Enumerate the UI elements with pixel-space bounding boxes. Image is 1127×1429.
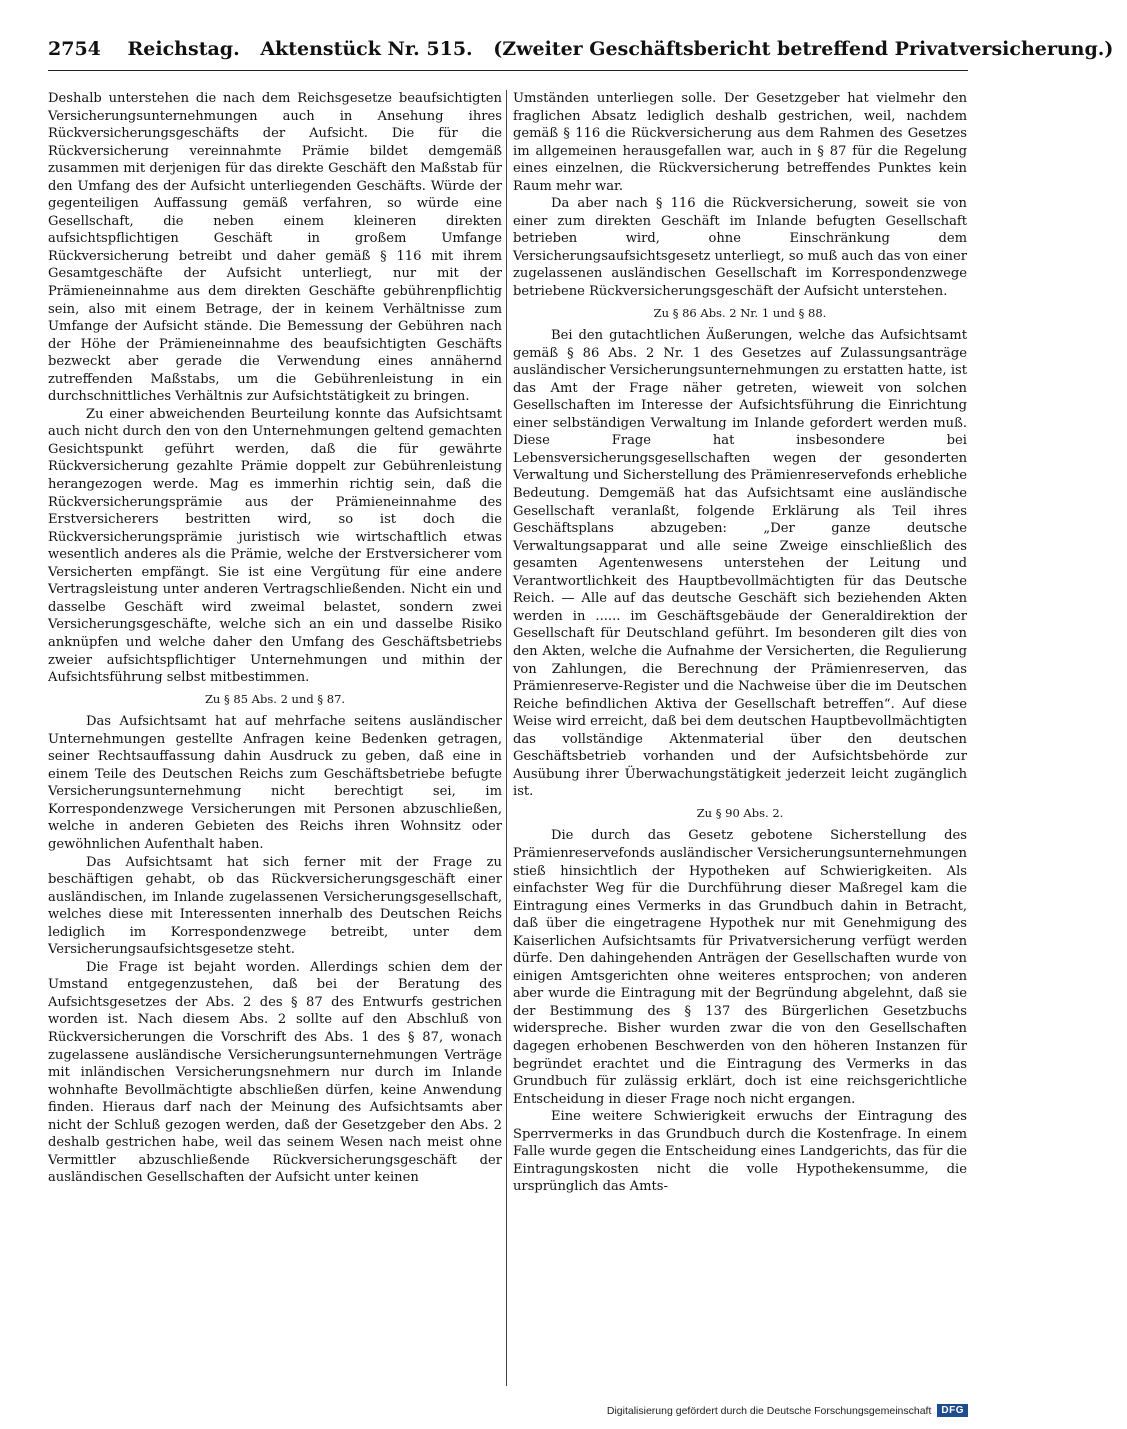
document-title: (Zweiter Geschäftsbericht betreffend Privatversicherung.) bbox=[493, 38, 1114, 60]
header-rule bbox=[48, 70, 968, 71]
section-heading: Zu § 85 Abs. 2 und § 87. bbox=[204, 691, 346, 706]
paragraph: Die Frage ist bejaht worden. Allerdings schien dem der Umstand entgegenzustehen, daß bei der Beratung des Aufsichtsgesetzes der Abs. 2 des § 87 des Entwurfs gestrichen worden ist. Nach diesem Abs. 2 sollte auf den Abschluß von Rückversicherungen die Vorschrift des Abs. 1 des § 87, wonach zugelassene ausländische Versicherungsunternehmungen Verträge mit inländischen Versicherungsnehmern nur durch im Inlande wohnhafte Bevollmächtigte abschließen dürfen, keine Anwendung finden. Hieraus darf nach der Meinung des Aufsichtsamts aber nicht der Schluß gezogen werden, daß der Gesetzgeber den Abs. 2 deshalb gestrichen habe, weil das seinem Wesen nach meist ohne Vermittler abzuschließende Rückversicherungsgeschäft der ausländischen Gesellschaften der Aufsicht unter keinen bbox=[48, 959, 502, 1186]
dfg-logo: DFG bbox=[937, 1404, 968, 1417]
paragraph: Bei den gutachtlichen Äußerungen, welche das Aufsichtsamt gemäß § 86 Abs. 2 Nr. 1 des Gesetzes auf Zulassungsanträge ausländischer Versicherungsunternehmungen zu erstatten hatte, ist das Amt der Frage näher getreten, wieweit von solchen Gesellschaften im Interesse der Aufsichtsführung die Einrichtung einer selbständigen Verwaltung im Inlande gefordert werden muß. Diese Frage hat insbesondere bei Lebensversicherungsgesellschaften wegen der gesonderten Verwaltung und Sicherstellung des Prämienreservefonds erhebliche Bedeutung. Demgemäß hat das Aufsichtsamt eine ausländische Gesellschaft veranlaßt, folgende Erklärung als Teil ihres Geschäftsplans abzugeben: „Der ganze deutsche Verwaltungsapparat und alle seine Zweige einschließlich des gesamten Agentenwesens unterstehen der Leitung und Verantwortlichkeit des Hauptbevollmächtigten für das Deutsche Reich. — Alle auf das deutsche Geschäft sich beziehenden Akten werden in ...... im Geschäftsgebäude der Generaldirektion der Gesellschaft für Deutschland geführt. Im besonderen gilt dies von den Akten, welche die Aufnahme der Versicherten, die Regulierung von Zahlungen, die Berechnung der Prämienreserven, das Prämienreserve-Register und die Nachweise über die im Deutschen Reiche befindlichen Aktiva der Gesellschaft betreffen“. Auf diese Weise wird erreicht, daß bei dem deutschen Hauptbevollmächtigten das vollständige Aktenmaterial über den deutschen Geschäftsbetrieb vorhanden und der Aufsichtsbehörde zur Ausübung ihrer Überwachungstätigkeit jederzeit leicht zugänglich ist. bbox=[513, 328, 968, 800]
paragraph: Deshalb unterstehen die nach dem Reichsgesetze beaufsichtigten Versicherungsunternehmungen auch in Ansehung ihres Rückversicherungsgeschäfts der Aufsicht. Die für die Rückversicherung vereinnahmte Prämie bildet demgemäß zusammen mit derjenigen für das direkte Geschäft den Maßstab für den Umfang des der Aufsicht unterliegenden Geschäfts. Würde der gegenteiligen Auffassung gemäß verfahren, so würde eine Gesellschaft, die neben einem kleineren direkten aufsichtspflichtigen Geschäft in großem Umfange Rückversicherung betreibt und daher gemäß § 116 mit ihrem Gesamtgeschäfte der Aufsicht unterliegt, nur mit der Prämieneinnahme aus dem direkten Geschäfte gebührenpflichtig sein, also mit einem Betrage, der in keinem Verhältnisse zum Umfange der Aufsicht stände. Die Bemessung der Gebühren nach der Höhe der Prämieneinnahme des beaufsichtigten Geschäfts bezweckt aber gerade die Verwendung eines annähernd zutreffenden Maßstabs, um die Gebührenleistung in ein durchschnittliches Verhältnis zur Aufsichtstätigkeit zu bringen. bbox=[48, 91, 502, 405]
column-divider bbox=[506, 90, 507, 1386]
paragraph: Das Aufsichtsamt hat sich ferner mit der Frage zu beschäftigen gehabt, ob das Rückversicherungsgeschäft einer ausländischen, im Inlande zugelassenen Versicherungsgesellschaft, welches diese mit Interessenten innerhalb des Deutschen Reichs lediglich im Korrespondenzwege betreibt, unter dem Versicherungsaufsichtsgesetze steht. bbox=[48, 854, 502, 958]
digitization-footer bbox=[607, 1404, 968, 1417]
funding-note: Digitalisierung gefördert durch die Deutsche Forschungsgemeinschaft bbox=[606, 1404, 932, 1417]
paragraph: Das Aufsichtsamt hat auf mehrfache seitens ausländischer Unternehmungen gestellte Anfragen keine Bedenken getragen, seiner Rechtsauffassung dahin Ausdruck zu geben, daß eine in einem Teile des Deutschen Reichs zum Geschäftsbetriebe befugte Versicherungsunternehmung nicht berechtigt sei, im Korrespondenzwege Versicherungen mit Personen abzuschließen, welche in anderen Gebieten des Reichs ihren Wohnsitz oder gewöhnlichen Aufenthalt haben. bbox=[48, 714, 502, 852]
right-column bbox=[513, 90, 967, 1196]
paragraph: Eine weitere Schwierigkeit erwuchs der Eintragung des Sperrvermerks in das Grundbuch durch die Kostenfrage. In einem Falle wurde gegen die Entscheidung eines Landgerichts, das für die Eintragungskosten nicht die volle Hypothekensumme, die ursprünglich das Amts- bbox=[513, 1109, 967, 1195]
paragraph: Zu einer abweichenden Beurteilung konnte das Aufsichtsamt auch nicht durch den von den Unternehmungen geltend gemachten Gesichtspunkt geführt werden, daß die für gewährte Rückversicherung gezahlte Prämie doppelt zur Gebührenleistung herangezogen werde. Mag es immerhin richtig sein, daß die Rückversicherungsprämie aus der Prämieneinnahme des Erstversicherers bestritten wird, so ist doch die Rückversicherungsprämie juristisch wie wirtschaftlich etwas wesentlich anderes als die Prämie, welche der Erstversicherer vom Versicherten empfängt. Sie ist eine Vergütung für eine andere Vertragsleistung unter anderen Vertragschließenden. Nicht ein und dasselbe Geschäft wird zweimal belastet, sondern zwei Versicherungsgeschäfte, welche sich an ein und dasselbe Risiko anknüpfen und welche daher den Umfang des Geschäftsbetriebs zweier aufsichtspflichtiger Unternehmungen und mithin der Aufsichtsführung selbst mitbestimmen. bbox=[48, 406, 502, 686]
page-number: 2754 bbox=[48, 38, 101, 60]
section-heading: Zu § 86 Abs. 2 Nr. 1 und § 88. bbox=[653, 305, 827, 320]
section-heading: Zu § 90 Abs. 2. bbox=[696, 805, 784, 820]
paragraph: Da aber nach § 116 die Rückversicherung, soweit sie von einer zum direkten Geschäft im Inlande befugten Gesellschaft betrieben wird, ohne Einschränkung dem Versicherungsaufsichtsgesetz unterliegt, so muß auch das von einer zugelassenen ausländischen Gesellschaft im Korrespondenzwege betriebene Rückversicherungsgeschäft der Aufsicht unterstehen. bbox=[513, 196, 967, 300]
left-column bbox=[48, 90, 502, 1187]
paragraph: Umständen unterliegen solle. Der Gesetzgeber hat vielmehr den fraglichen Absatz lediglich deshalb gestrichen, weil, nachdem gemäß § 116 die Rückversicherung aus dem Rahmen des Gesetzes im allgemeinen herausgefallen war, auch in § 87 für die Regelung eines einzelnen, die Rückversicherung betreffendes Punktes kein Raum mehr war. bbox=[513, 91, 967, 194]
paragraph: Die durch das Gesetz gebotene Sicherstellung des Prämienreservefonds ausländischer Versicherungsunternehmungen stieß hinsichtlich der Hypotheken auf Schwierigkeiten. Als einfachster Weg für die Durchführung dieser Maßregel kam die Eintragung eines Vermerks in das Grundbuch dahin in Betracht, daß über die eingetragene Hypothek nur mit Genehmigung des Kaiserlichen Aufsichtsamts für Privatversicherung verfügt werden dürfe. Den dahingehenden Anträgen der Gesellschaften wurde von einigen Amtsgerichten ohne weiteres entsprochen; von anderen aber wurde die Eintragung mit der Begründung abgelehnt, daß sie der Bestimmung des § 137 des Bürgerlichen Gesetzbuchs widerspreche. Bisher wurden zwar die von den Gesellschaften dagegen erhobenen Beschwerden von den höheren Instanzen für begründet erachtet und die Eintragung des Vermerks in das Grundbuch für zulässig erklärt, doch ist eine reichsgerichtliche Entscheidung in dieser Frage noch nicht ergangen. bbox=[513, 828, 967, 1107]
publication-name: Reichstag. bbox=[127, 38, 240, 60]
page-header bbox=[48, 38, 1114, 72]
document-number: Aktenstück Nr. 515. bbox=[260, 38, 473, 60]
